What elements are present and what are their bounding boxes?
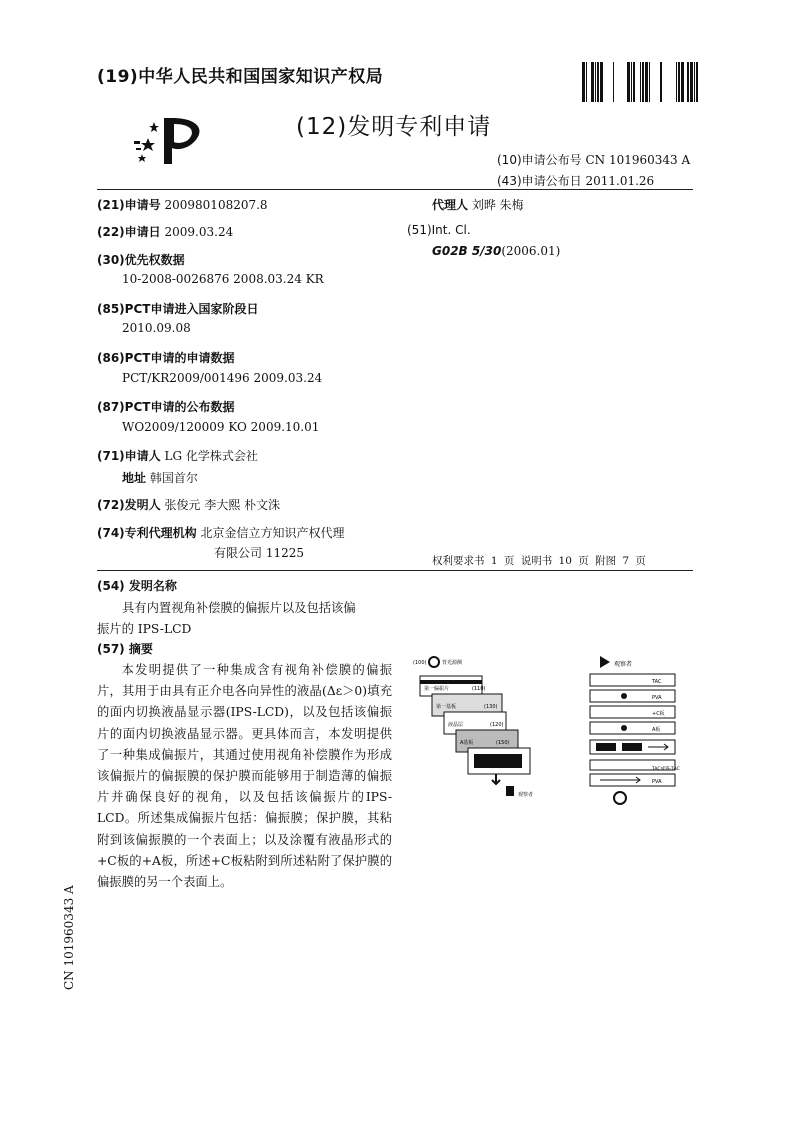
side-publication-number: CN 101960343 A bbox=[62, 885, 76, 990]
bib-pct-entry-value: 2010.09.08 bbox=[122, 321, 191, 335]
pub-number-label: (10)申请公布号 bbox=[497, 153, 582, 167]
fig-label: 观察者 bbox=[614, 661, 633, 668]
title-label: (54) 发明名称 bbox=[97, 579, 177, 593]
figure-right-diagram bbox=[590, 656, 680, 804]
bib-label: (71)申请人 bbox=[97, 449, 161, 463]
bib-agency bbox=[97, 524, 345, 541]
page-counts: 权利要求书 1 页 说明书 10 页 附图 7 页 bbox=[432, 555, 646, 567]
bib-filing-date bbox=[97, 223, 233, 240]
observer-icon bbox=[506, 786, 514, 796]
fig-label: (150) bbox=[496, 740, 510, 746]
pub-date-row bbox=[497, 172, 654, 189]
fig-label: 背光源侧 bbox=[442, 660, 463, 666]
observer-arrow-icon bbox=[600, 656, 610, 668]
fig-label: PVA bbox=[652, 695, 662, 701]
fig-label: 液晶层 bbox=[448, 722, 464, 728]
barcode-icon bbox=[582, 62, 698, 102]
bib-value: LG 化学株式会社 bbox=[164, 449, 258, 463]
bib-pct-entry-label bbox=[97, 300, 258, 317]
bib-label: (30)优先权数据 bbox=[97, 253, 185, 267]
title-line1: 具有内置视角补偿膜的偏振片以及包括该偏 bbox=[122, 601, 356, 615]
fig-label: 第一基板 bbox=[436, 704, 457, 710]
bib-address bbox=[122, 469, 198, 486]
bib-applicant bbox=[97, 447, 258, 464]
pub-number: CN 101960343 A bbox=[585, 153, 691, 167]
pub-date: 2011.01.26 bbox=[585, 174, 655, 188]
fig-label: TAC或零-TAC bbox=[652, 767, 680, 772]
bib-label: (72)发明人 bbox=[97, 498, 161, 512]
office-name: (19)中华人民共和国国家知识产权局 bbox=[97, 67, 384, 87]
fig-label: +C板 bbox=[652, 711, 665, 717]
fig-label: (120) bbox=[490, 722, 504, 728]
light-source-icon bbox=[429, 657, 439, 667]
fig-label: A基板 bbox=[460, 740, 474, 746]
bib-intcl-label: (51)Int. Cl. bbox=[407, 223, 471, 237]
figure-left-diagram bbox=[413, 657, 533, 798]
fig-label: 观察者 bbox=[518, 792, 534, 798]
bib-value: 韩国首尔 bbox=[149, 471, 198, 485]
bib-pct-publication-value: WO2009/120009 KO 2009.10.01 bbox=[122, 420, 320, 434]
bib-label: 地址 bbox=[122, 471, 147, 485]
bib-label: (21)申请号 bbox=[97, 198, 161, 212]
abstract-paragraph: 本发明提供了一种集成含有视角补偿膜的偏振片，其用于由具有正介电各向异性的液晶(Δε＞0)填充的面内切换液晶显示器(IPS-LCD)，以及包括该偏振片的面内切换液晶显示器。更具体而言，本发明提供了一种集成偏振片，其通过使用视角补偿膜作为形成该偏振片的偏振膜的保护膜而能够用于制造薄的偏振片并确保良好的视角，以及包括该偏振片的IPS-LCD。所述集成偏振片包括：偏振膜；保护膜，其粘附到该偏振膜的一个表面上；以及涂覆有液晶形式的+C板的+A板，所述+C板粘附到所述粘附了保护膜的偏振膜的另一个表面上。 bbox=[97, 663, 392, 890]
bib-pct-application-value: PCT/KR2009/001496 2009.03.24 bbox=[122, 371, 323, 385]
fig-label: TAC bbox=[652, 679, 662, 685]
abstract-text bbox=[97, 660, 392, 893]
bib-label: (86)PCT申请的申请数据 bbox=[97, 351, 235, 365]
bib-agency-line2: 有限公司 11225 bbox=[214, 546, 304, 560]
bib-label: (22)申请日 bbox=[97, 225, 161, 239]
bib-agent bbox=[432, 196, 524, 213]
light-source-icon bbox=[614, 792, 626, 804]
sipo-logo-icon bbox=[128, 108, 208, 168]
bib-application-number bbox=[97, 196, 268, 213]
bib-intcl-value bbox=[432, 244, 560, 258]
fig-label: PVA bbox=[652, 779, 662, 785]
bib-label: (87)PCT申请的公布数据 bbox=[97, 400, 235, 414]
fig-label: (110) bbox=[472, 686, 486, 692]
bib-priority-label bbox=[97, 251, 185, 268]
bib-label: (74)专利代理机构 bbox=[97, 526, 197, 540]
abstract-figure bbox=[410, 650, 695, 810]
abstract-label: (57) 摘要 bbox=[97, 642, 153, 656]
header-divider bbox=[97, 189, 693, 190]
bib-value: 刘晔 朱梅 bbox=[471, 198, 524, 212]
bib-value: 张俊元 李大熙 朴文洙 bbox=[164, 498, 281, 512]
bib-value: 北京金信立方知识产权代理 bbox=[200, 526, 345, 540]
bib-priority-value: 10-2008-0026876 2008.03.24 KR bbox=[122, 272, 324, 286]
intcl-version: (2006.01) bbox=[501, 244, 561, 258]
pub-number-row bbox=[497, 151, 690, 168]
title-line2: 振片的 IPS-LCD bbox=[97, 622, 192, 636]
bib-label: 代理人 bbox=[432, 198, 469, 212]
fig-label: 第一偏振片 bbox=[424, 686, 450, 692]
bib-label: (85)PCT申请进入国家阶段日 bbox=[97, 302, 259, 316]
intcl-class: G02B 5/30 bbox=[432, 244, 502, 258]
bib-value: 2009.03.24 bbox=[164, 225, 234, 239]
publication-type: (12)发明专利申请 bbox=[296, 114, 492, 140]
fig-label: (130) bbox=[484, 704, 498, 710]
bib-pct-publication-label bbox=[97, 398, 234, 415]
bib-inventors bbox=[97, 496, 280, 513]
pub-date-label: (43)申请公布日 bbox=[497, 174, 582, 188]
fig-label: (100) bbox=[413, 660, 427, 666]
bib-pct-application-label bbox=[97, 349, 234, 366]
fig-label: A板 bbox=[652, 727, 661, 733]
bib-value: 200980108207.8 bbox=[164, 198, 268, 212]
bib-divider bbox=[97, 570, 693, 571]
